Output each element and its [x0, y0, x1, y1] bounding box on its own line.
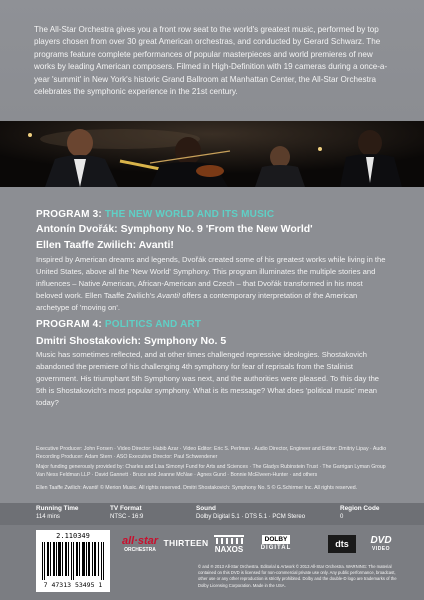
spec-sound-head: Sound	[196, 505, 216, 512]
thirteen-logo: THIRTEEN	[163, 538, 209, 548]
dvd-logo-sub: VIDEO	[371, 545, 391, 552]
program3-heading	[36, 209, 274, 220]
allstar-logo-sub: ORCHESTRA	[124, 546, 156, 553]
credits-funding: Major funding generously provided by: Charles and Lisa Simonyi Fund for Arts and Sciences · The Gladys Rubinstein Trust · The Garrigan Lyman Group Van Ness Feldman LLP · David Gannett · Bruce and Jeanne McNae · Agnes Gund · Bonnie McElveen-Hunter · and others	[36, 464, 386, 478]
spec-running-time-value: 114 mins	[36, 514, 60, 520]
allstar-logo	[118, 531, 162, 557]
program3-number: PROGRAM 3:	[36, 209, 105, 220]
naxos-logo-word: NAXOS	[214, 545, 244, 554]
program3-title: THE NEW WORLD AND ITS MUSIC	[104, 209, 275, 220]
spec-tv-format-head: TV Format	[110, 505, 142, 512]
program3-description-a: Inspired by American dreams and legends, Dvořák created some of his greatest works while living in the United States, above all the 'New World' Symphony. This program illuminates the multiple stories and influences – Native American, African-American and Czech – that Dvořák transformed in his most beloved work. Ellen Taaffe Zwilich's	[36, 255, 386, 300]
intro-text: The All-Star Orchestra gives you a front row seat to the world's greatest music, performed by top players chosen from over 30 great American orchestras, and conducted by Gerard Schwarz. The programs feature complete performances of popular masterpieces and world premieres of new works by leading American composers. Filmed in High-Definition with 19 cameras during a once-a-year 'summit' in New York's historic Grand Ballroom at Manhattan Center, the All-Star Orchestra celebrates the symphonic experience in the 21st century.	[34, 25, 388, 97]
spec-region-head: Region Code	[340, 505, 380, 512]
dts-logo: dts	[328, 535, 356, 553]
program3-description-b: offers a contemporary interpretation of the American archetype of 'moving on'.	[36, 291, 358, 312]
dolby-logo-top: DOLBY	[262, 535, 291, 544]
program3-work2: Ellen Taaffe Zwilich: Avanti!	[36, 239, 174, 251]
dolby-logo-bottom: DIGITAL	[260, 544, 292, 551]
credits-production: Executive Producer: John Forsen · Video Director: Habib Azar · Video Editor: Eric S. Perlman · Audio Director, Engineer and Editor: Dmitriy Lipay · Audio Recording Producer: Adam Stern · ASO Executive Director: Paul Schwendener	[36, 446, 387, 460]
dvd-logo-word: DVD	[370, 534, 392, 546]
barcode-bars	[42, 542, 104, 580]
allstar-logo-word: all·star	[121, 534, 159, 547]
spec-tv-format	[110, 505, 143, 521]
naxos-columns-icon	[214, 535, 244, 545]
program4-description: Music has sometimes reflected, and at other times challenged repressive ideologies. Shostakovich abandoned the premiere of his challenging 4th symphony for fear of reprisals from the Stalinist government. His triumphant 5th Symphony was next, and the authorities were pleased. To this day the 5th is Shostakovich's most popular symphony. What is its message? What does 'political music' mean today?	[36, 350, 380, 407]
spec-sound	[196, 505, 305, 521]
program4-title: POLITICS AND ART	[104, 319, 202, 330]
spec-running-time	[36, 505, 79, 521]
orchestra-photo-image	[0, 121, 424, 187]
spec-tv-format-value: NTSC - 16:9	[110, 514, 144, 520]
program4-work1: Dmitri Shostakovich: Symphony No. 5	[36, 335, 227, 347]
dolby-logo	[256, 533, 296, 553]
barcode-top-number: 2.110349	[56, 532, 90, 540]
spec-sound-value: Dolby Digital 5.1 · DTS 5.1 · PCM Stereo	[196, 514, 306, 520]
credits-copyright: Ellen Taaffe Zwilich: Avanti! © Merion Music. All rights reserved. Dmitri Shostakovich: Symphony No. 5 © G.Schirmer Inc. All rights reserved.	[36, 485, 358, 491]
legal-text: © and ℗ 2013 All-Star Orchestra. Editorial & Artwork © 2013 All-Star Orchestra. WARNING: The material contained on this DVD is licensed for non-commercial private use only. Any public performance, broadcast, other use or any other reproduction is strictly prohibited. Dolby and the double-D logo are trademarks of the Dolby Licensing Corporation. Made in the USA.	[198, 564, 397, 588]
program3-description-em: Avanti!	[157, 291, 181, 300]
barcode	[36, 530, 110, 592]
program4-number: PROGRAM 4:	[36, 319, 105, 330]
spec-region	[340, 505, 379, 521]
spec-running-time-head: Running Time	[36, 505, 79, 512]
program4-heading	[36, 319, 201, 330]
naxos-logo	[212, 533, 246, 557]
dvd-video-logo	[364, 532, 398, 554]
program3-description	[36, 254, 388, 314]
barcode-bottom-number: 7 47313 53495 1	[43, 581, 103, 589]
orchestra-photo	[0, 121, 424, 187]
spec-region-value: 0	[340, 514, 344, 520]
program3-work1: Antonín Dvořák: Symphony No. 9 'From the New World'	[36, 223, 313, 235]
